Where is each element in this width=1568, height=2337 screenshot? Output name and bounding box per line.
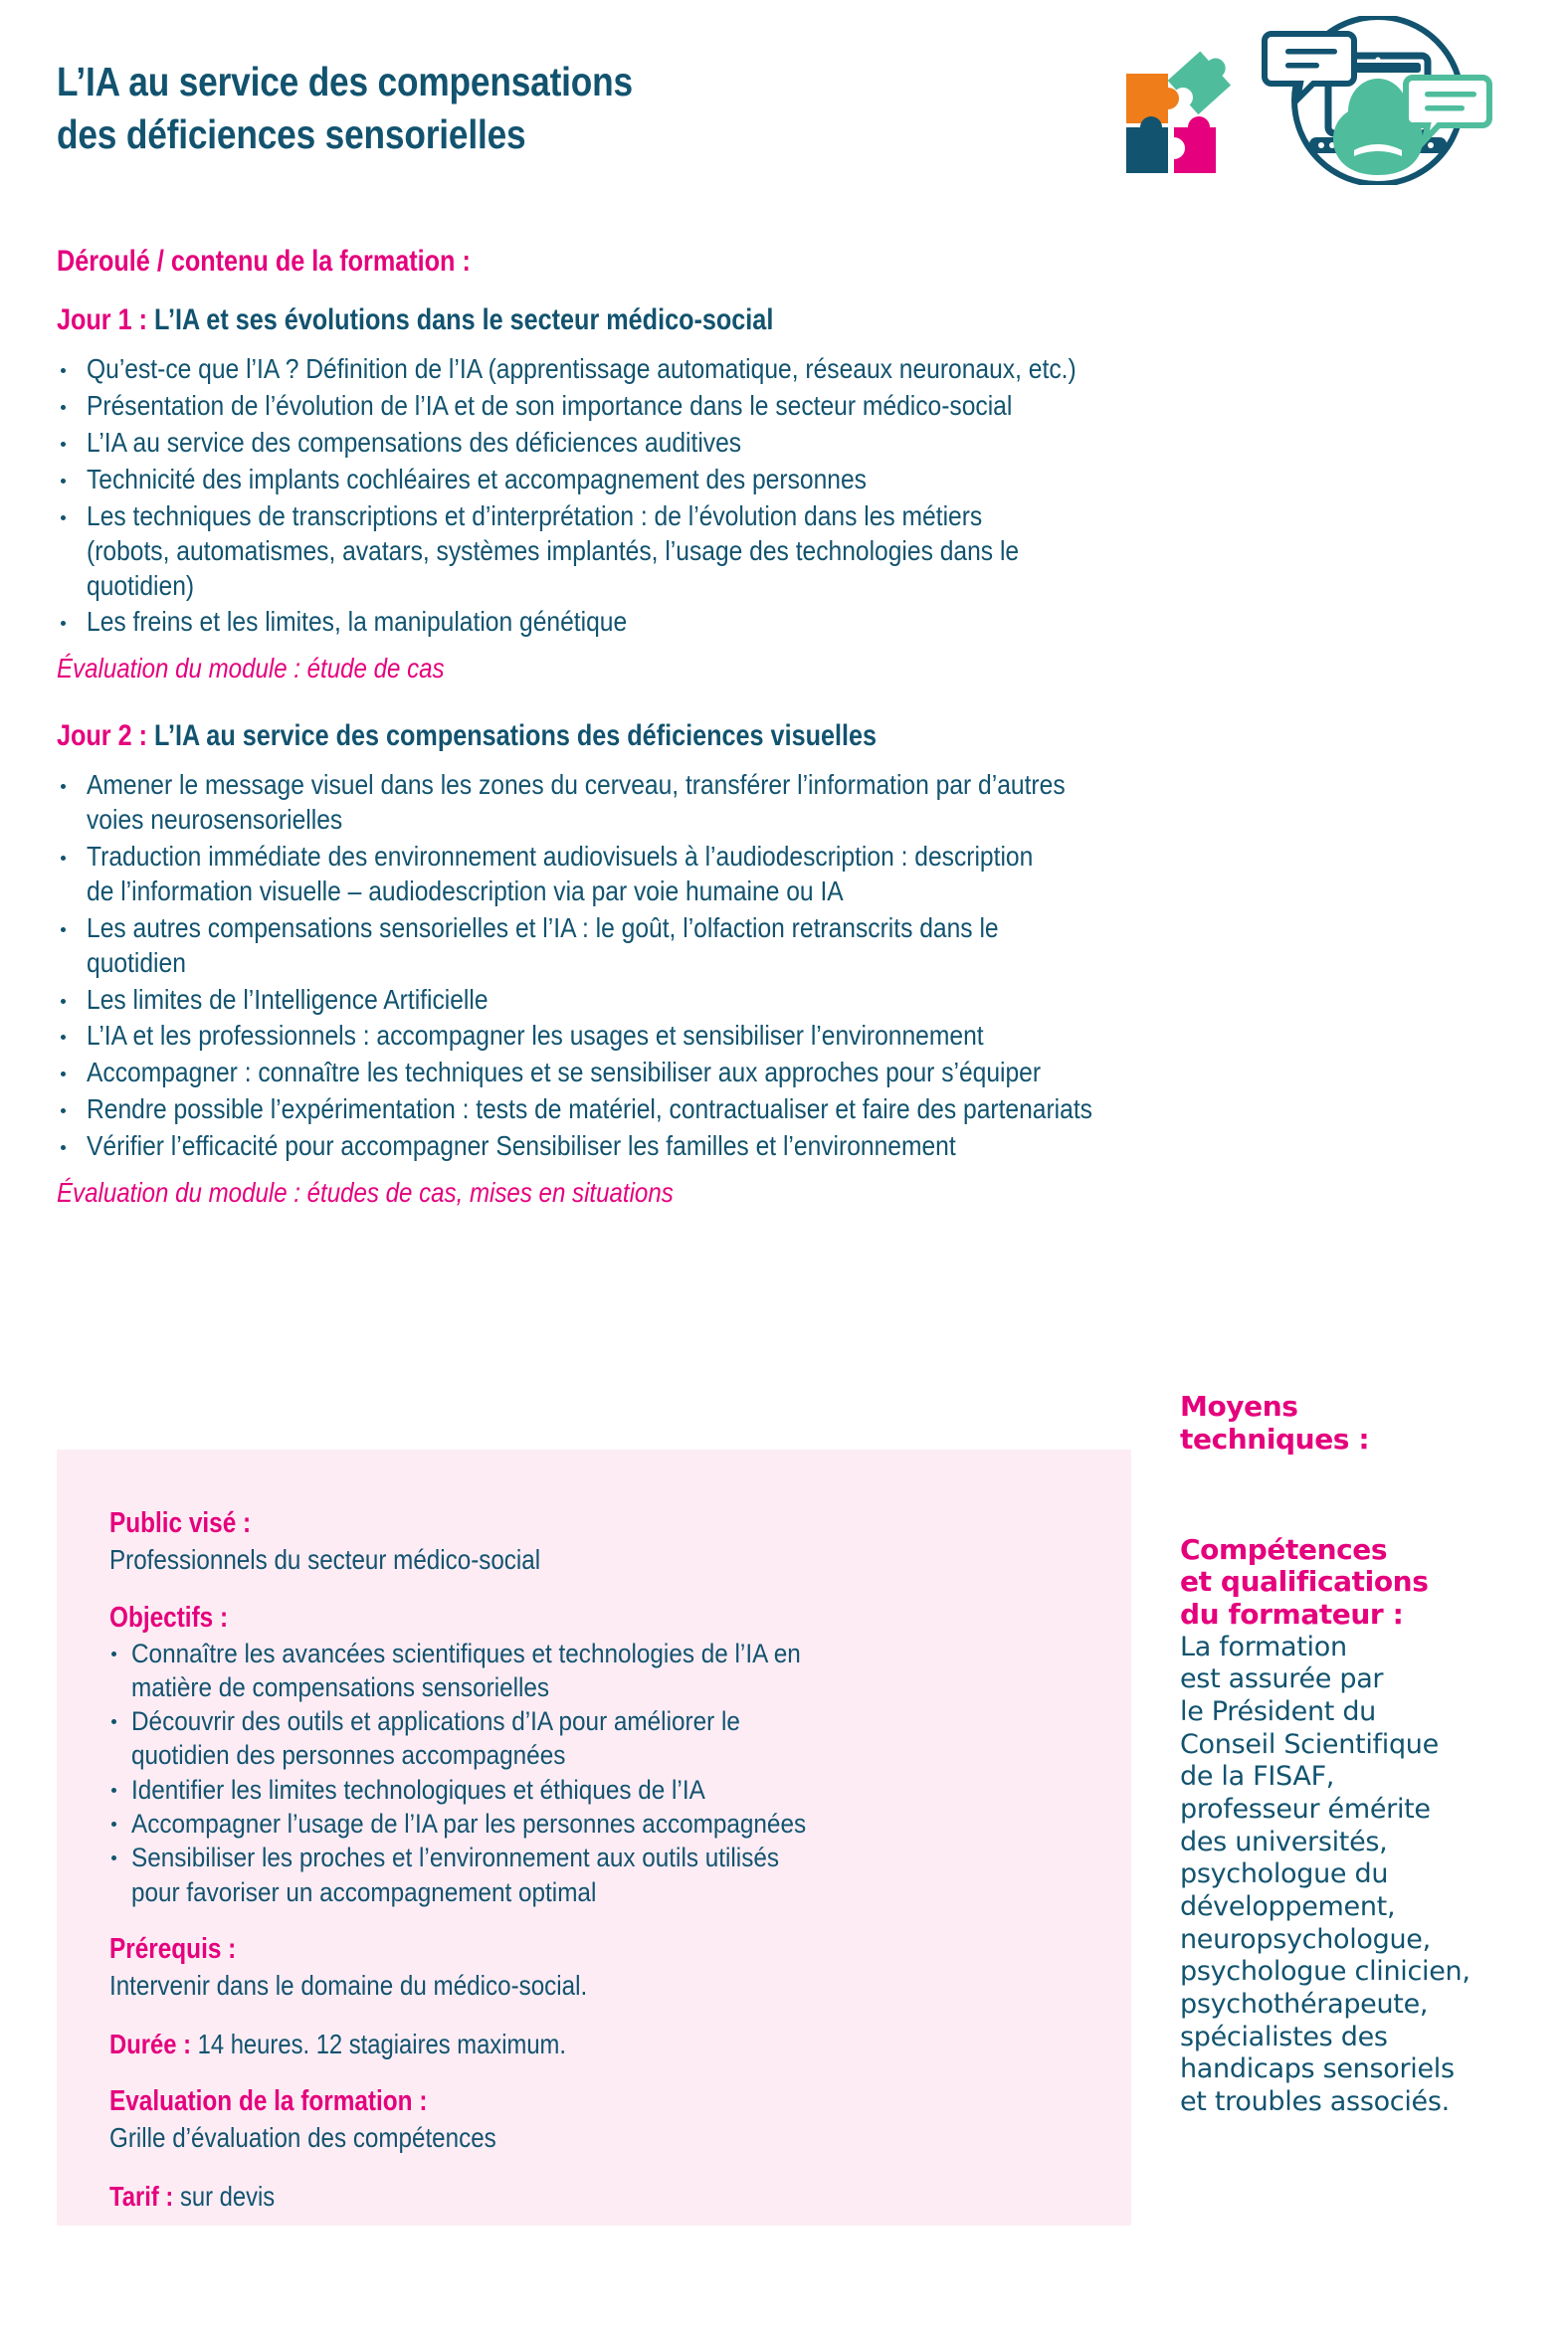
list-item [57,1056,1509,1090]
day-1-heading [57,303,1509,336]
page-title-line-2: des déficiences sensorielles [57,111,526,158]
bullet-line: Présentation de l’évolution de l’IA et de son importance dans le secteur médico-social [87,389,1013,421]
bullet-line: Traduction immédiate des environnement audiovisuels à l’audiodescription : description [87,840,1034,872]
day-2-title: L’IA au service des compensations des déficiences visuelles [154,718,878,752]
bullet-line: Identifier les limites technologiques et éthiques de l’IA [131,1774,705,1805]
list-item [109,1637,1091,1705]
competences-body-line: le Président du [1180,1696,1376,1728]
tarif-label: Tarif : [109,2180,174,2212]
bullet-line: quotidien) [87,569,195,601]
bullet-line: quotidien des personnes accompagnées [131,1740,566,1771]
evaluation-formation-value: Grille d’évaluation des compétences [109,2122,496,2153]
day-1-bullet-list [57,352,1509,640]
bullet-line: L’IA et les professionnels : accompagner les usages et sensibiliser l’environnement [87,1020,984,1052]
public-vise-label: Public visé : [109,1507,252,1539]
list-item [57,605,1509,640]
bullet-line: Découvrir des outils et applications d’IA pour améliorer le [131,1706,740,1737]
bullet-line: Accompagner : connaître les techniques et se sensibiliser aux approches pour s’équiper [87,1057,1042,1088]
list-item [57,1092,1509,1127]
competences-body-line: handicaps sensoriels [1180,2053,1455,2085]
list-item [57,1129,1509,1164]
fisaf-ia-logo [1122,16,1520,185]
tarif-value: sur devis [179,2180,276,2212]
bullet-line: voies neurosensorielles [87,803,343,835]
bullet-line: Qu’est-ce que l’IA ? Définition de l’IA (apprentissage automatique, réseaux neuronaux, etc.) [87,353,1077,384]
bullet-line: Les limites de l’Intelligence Artificielle [87,983,489,1015]
bullet-line: matière de compensations sensorielles [131,1671,550,1702]
list-item [109,1841,1091,1909]
competences-body-line: spécialistes des [1180,2021,1388,2052]
moyens-techniques-line-1: Moyens [1180,1390,1298,1423]
prerequis-label: Prérequis : [109,1932,237,1965]
competences-body-line: professeur émérite [1180,1794,1431,1826]
section-heading [57,245,1509,278]
day-2-heading [57,719,1509,752]
day-2-evaluation-text: Évaluation du module : études de cas, mises en situations [57,1177,674,1209]
objectifs-list [109,1637,1091,1909]
competences-line-1: Compétences [1180,1532,1388,1566]
list-item [57,911,1509,981]
competences-line-2: et qualifications [1180,1565,1429,1599]
bullet-line: Amener le message visuel dans les zones du cerveau, transférer l’information par d’autres [87,768,1066,800]
competences-body-line: est assurée par [1180,1663,1384,1695]
course-info-panel [57,1450,1131,2226]
bullet-line: L’IA au service des compensations des déficiences auditives [87,426,742,458]
competences-body-line: La formation [1180,1631,1347,1662]
day-1-evaluation-text: Évaluation du module : étude de cas [57,653,445,684]
bullet-line: Rendre possible l’expérimentation : tests de matériel, contractualiser et faire des partenariats [87,1093,1093,1125]
day-block-1 [57,303,1509,685]
list-item [109,1773,1091,1807]
section-heading-text: Déroulé / contenu de la formation : [57,245,471,278]
competences-body-line: Conseil Scientifique [1180,1728,1439,1760]
bullet-line: Les autres compensations sensorielles et l’IA : le goût, l’olfaction retranscrits dans le [87,911,999,943]
page-title-line-1: L’IA au service des compensations [57,59,633,104]
bullet-line: Les freins et les limites, la manipulation génétique [87,606,628,638]
day-2-bullet-list [57,768,1509,1164]
objectifs-label: Objectifs : [109,1602,229,1635]
competences-formateur-body [1180,1632,1508,2119]
document-header [0,0,1568,199]
competences-body-line: psychothérapeute, [1180,1988,1429,2020]
public-vise-value: Professionnels du secteur médico-social [109,1544,541,1576]
competences-body-line: psychologue clinicien, [1180,1956,1470,1988]
competences-body-line: psychologue du [1180,1858,1389,1890]
day-2-label: Jour 2 : [57,718,148,752]
bullet-line: Technicité des implants cochléaires et accompagnement des personnes [87,463,867,494]
list-item [57,463,1509,497]
list-item [109,1704,1091,1773]
competences-body-line: de la FISAF, [1180,1761,1335,1793]
duree-row [109,2028,1091,2061]
bullet-line: quotidien [87,946,186,978]
bullet-line: Les techniques de transcriptions et d’interprétation : de l’évolution dans les métiers [87,499,983,531]
competences-formateur-heading [1180,1534,1508,1632]
course-content [57,245,1509,1244]
list-item [57,352,1509,387]
evaluation-formation-label: Evaluation de la formation : [109,2084,428,2117]
list-item [57,983,1509,1018]
puzzle-icon [1126,45,1239,173]
list-item [57,426,1509,461]
moyens-techniques-heading [1180,1391,1508,1457]
bullet-line: de l’information visuelle – audiodescription via par voie humaine ou IA [87,875,844,906]
bullet-line: Sensibiliser les proches et l’environnement aux outils utilisés [131,1843,780,1873]
competences-body-line: développement, [1180,1891,1396,1922]
competences-line-3: du formateur : [1180,1598,1404,1631]
list-item [57,389,1509,424]
day-2-evaluation [57,1176,1509,1210]
day-1-title: L’IA et ses évolutions dans le secteur médico-social [154,303,774,336]
bullet-line: pour favoriser un accompagnement optimal [131,1876,597,1907]
list-item [57,768,1509,838]
list-item [57,1019,1509,1054]
duree-label: Durée : [109,2028,191,2059]
moyens-techniques-line-2: techniques : [1180,1422,1370,1456]
competences-body-line: neuropsychologue, [1180,1923,1431,1955]
page-title [57,56,1111,162]
day-block-2 [57,719,1509,1210]
bullet-line: (robots, automatismes, avatars, systèmes implantés, l’usage des technologies dans le [87,534,1020,566]
bullet-line: Connaître les avancées scientifiques et technologies de l’IA en [131,1638,801,1668]
list-item [109,1807,1091,1841]
ai-assistive-circle-icon [1265,17,1489,184]
list-item [57,499,1509,604]
side-column [1180,1391,1508,2119]
day-1-label: Jour 1 : [57,303,148,336]
duree-value: 14 heures. 12 stagiaires maximum. [197,2028,567,2059]
competences-body-line: des universités, [1180,1826,1388,1857]
competences-body-line: et troubles associés. [1180,2085,1450,2117]
bullet-line: Accompagner l’usage de l’IA par les personnes accompagnées [131,1808,807,1839]
tarif-row [109,2180,1091,2214]
list-item [57,840,1509,909]
bullet-line: Vérifier l’efficacité pour accompagner Sensibiliser les familles et l’environnement [87,1130,956,1162]
day-1-evaluation [57,652,1509,685]
prerequis-value: Intervenir dans le domaine du médico-social. [109,1970,588,2002]
